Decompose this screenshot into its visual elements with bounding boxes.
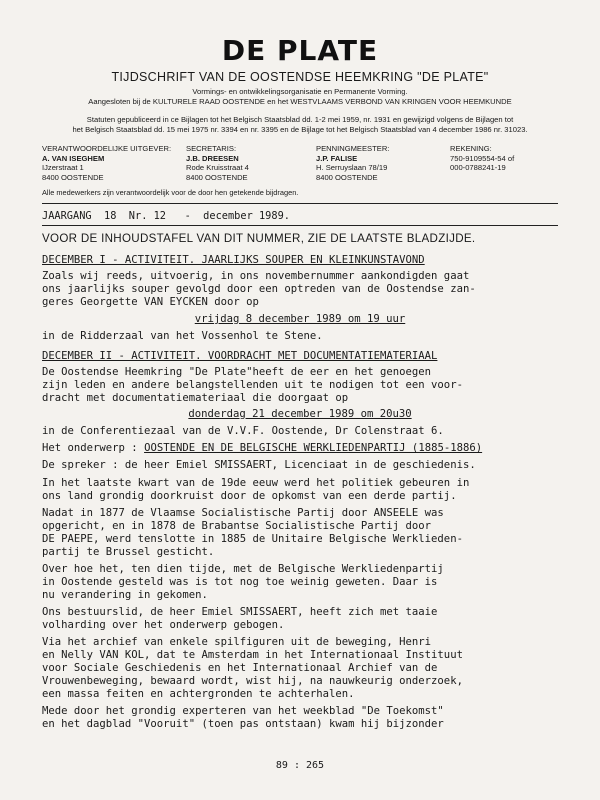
section-1-line: geres Georgette VAN EYCKEN door op: [42, 296, 259, 308]
contact-city: 8400 OOSTENDE: [316, 172, 378, 182]
section-1-place: in de Ridderzaal van het Vossenhol te Stene.: [42, 330, 323, 342]
paragraph-line: partij te Brussel gesticht.: [42, 546, 215, 558]
paragraph-line: een massa feiten en achtergronden te achterhalen.: [42, 688, 355, 700]
paragraph-line: volharding over het onderwerp gebogen.: [42, 619, 285, 631]
statuten-line-2: het Belgisch Staatsblad dd. 15 mei 1975 nr. 3394 en nr. 3395 en de Bijlage tot het Belgisch Staatsblad van 4 december 1986 nr. 31023.: [72, 125, 528, 134]
contact-name: A. VAN ISEGHEM: [42, 153, 105, 163]
contact-street: H. Serruyslaan 78/19: [316, 163, 388, 172]
paragraph-line: en Nelly VAN KOL, dat te Amsterdam in het Internationaal Instituut: [42, 649, 463, 661]
contact-role: SECRETARIS:: [186, 144, 237, 153]
paragraph-line: nu verandering in gekomen.: [42, 589, 208, 601]
contact-account: [450, 144, 514, 173]
toc-note: VOOR DE INHOUDSTAFEL VAN DIT NUMMER, ZIE DE LAATSTE BLADZIJDE.: [42, 232, 476, 245]
contact-treasurer: [316, 144, 389, 182]
issue-line: JAARGANG 18 Nr. 12 - december 1989.: [42, 210, 290, 222]
section-1-line: ons jaarlijks souper gevolgd door een optreden van de Oostendse zan-: [42, 283, 476, 295]
paragraph-line: ons land grondig doorkruist door de opkomst van een derde partij.: [42, 490, 457, 502]
section-2-place: in de Conferentiezaal van de V.V.F. Oostende, Dr Colenstraat 6.: [42, 425, 444, 437]
contact-street: IJzerstraat 1: [42, 163, 84, 172]
responsibility-note: Alle medewerkers zijn verantwoordelijk voor de door hen getekende bijdragen.: [42, 188, 299, 197]
section-1-heading: DECEMBER I - ACTIVITEIT. JAARLIJKS SOUPER EN KLEINKUNSTAVOND: [42, 254, 425, 266]
contact-name: J.B. DREESEN: [186, 153, 239, 163]
paragraph-line: DE PAEPE, werd tenslotte in 1885 de Unitaire Belgische Werklieden-: [42, 533, 463, 545]
contact-name: J.P. FALISE: [316, 153, 358, 163]
contact-city: 8400 OOSTENDE: [42, 172, 104, 182]
statuten-line-1: Statuten gepubliceerd in ce Bijlagen tot het Belgisch Staatsblad dd. 1-2 mei 1959, nr. 1931 en gewijzigd volgens de Bijlagen tot: [86, 115, 514, 124]
paragraph-line: Mede door het grondig experteren van het weekblad "De Toekomst": [42, 705, 444, 717]
paragraph-line: Nadat in 1877 de Vlaamse Socialistische Partij door ANSEELE was: [42, 507, 444, 519]
subject-title: OOSTENDE EN DE BELGISCHE WERKLIEDENPARTIJ (1885-1886): [144, 442, 483, 454]
section-2-date: donderdag 21 december 1989 om 20u30: [188, 408, 412, 420]
paragraph-line: Ons bestuurslid, de heer Emiel SMISSAERT, heeft zich met taaie: [42, 606, 438, 618]
paragraph-line: In het laatste kwart van de 19de eeuw werd het politiek gebeuren in: [42, 477, 470, 489]
paragraph-line: opgericht, en in 1878 de Brabantse Socialistische Partij door: [42, 520, 432, 532]
section-2-heading: DECEMBER II - ACTIVITEIT. VOORDRACHT MET DOCUMENTATIEMATERIAAL: [42, 350, 438, 362]
contact-role: REKENING:: [450, 144, 492, 153]
paragraph-line: voor Sociale Geschiedenis en het Internationaal Archief van de: [42, 662, 438, 674]
masthead-subtitle: TIJDSCHRIFT VAN DE OOSTENDSE HEEMKRING "DE PLATE": [111, 70, 489, 84]
section-2-line: zijn leden en andere belangstellenden uit te nodigen tot een voor-: [42, 379, 463, 391]
paragraph-line: en het dagblad "Vooruit" (toen pas ontstaan) kwam hij bijzonder: [42, 718, 444, 730]
contact-publisher: [42, 144, 171, 182]
paragraph-line: Over hoe het, ten dien tijde, met de Belgische Werkliedenpartij: [42, 563, 444, 575]
org-line-2: Aangesloten bij de KULTURELE RAAD OOSTENDE en het WESTVLAAMS VERBOND VAN KRINGEN VOOR HEEMKUNDE: [88, 97, 512, 106]
section-1-date: vrijdag 8 december 1989 om 19 uur: [194, 313, 406, 325]
paragraph-line: Via het archief van enkele spilfiguren uit de beweging, Henri: [42, 636, 432, 648]
page-number: 89 : 265: [275, 760, 325, 771]
org-line-1: Vormings- en ontwikkelingsorganisatie en Permanente Vorming.: [192, 87, 408, 96]
paragraph-line: Vrouwenbeweging, bewaard wordt, wist hij, na nauwkeurig onderzoek,: [42, 675, 463, 687]
divider: [42, 225, 558, 226]
section-2-speaker: De spreker : de heer Emiel SMISSAERT, Licenciaat in de geschiedenis.: [42, 459, 476, 471]
section-2-line: De Oostendse Heemkring "De Plate"heeft de eer en het genoegen: [42, 366, 432, 378]
contact-secretary: [186, 144, 249, 182]
divider: [42, 203, 558, 204]
section-1-line: Zoals wij reeds, uitvoerig, in ons novembernummer aankondigden gaat: [42, 270, 470, 282]
account-number-2: 000-0788241-19: [450, 163, 506, 172]
section-2-subject: [42, 442, 482, 455]
paragraph-line: in Oostende gesteld was is tot nog toe weinig geweten. Daar is: [42, 576, 438, 588]
section-2-line: dracht met documentatiemateriaal die doorgaat op: [42, 392, 349, 404]
account-number-1: 750-9109554-54 of: [450, 153, 515, 163]
subject-prefix: Het onderwerp :: [42, 442, 145, 454]
masthead-title: DE PLATE: [221, 34, 379, 67]
contact-role: VERANTWOORDELIJKE UITGEVER:: [42, 144, 172, 153]
contact-city: 8400 OOSTENDE: [186, 172, 248, 182]
contact-role: PENNINGMEESTER:: [316, 144, 390, 153]
contact-street: Rode Kruisstraat 4: [186, 163, 249, 172]
